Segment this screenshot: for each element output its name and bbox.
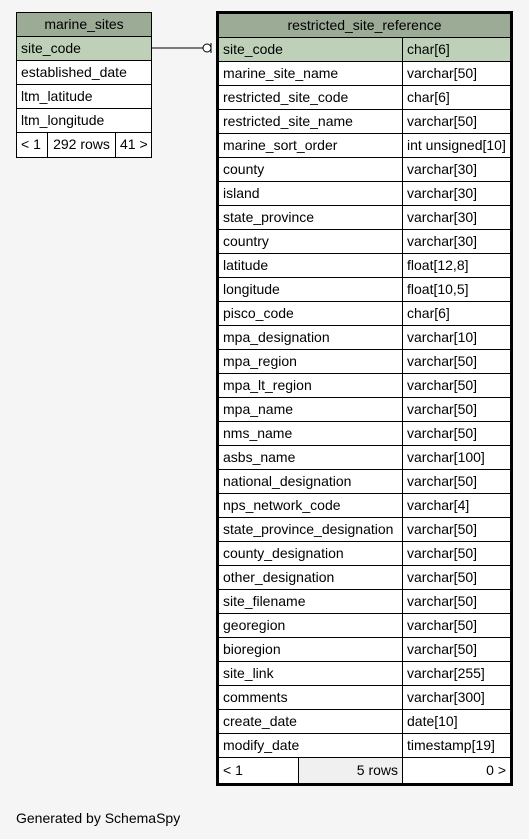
column-row[interactable] xyxy=(219,422,510,446)
column-type: varchar[50] xyxy=(402,542,510,565)
column-type: float[10,5] xyxy=(402,278,510,301)
column-row[interactable] xyxy=(219,374,510,398)
column-row[interactable] xyxy=(219,446,510,470)
column-row[interactable] xyxy=(219,710,510,734)
row-count: 5 rows xyxy=(298,758,402,783)
children-count[interactable]: 41 > xyxy=(115,133,151,157)
column-row[interactable] xyxy=(219,230,510,254)
column-type: varchar[50] xyxy=(402,62,510,85)
column-name: national_designation xyxy=(223,473,352,489)
table-footer xyxy=(219,758,510,783)
column-name: ltm_latitude xyxy=(21,88,93,104)
column-type: varchar[30] xyxy=(402,182,510,205)
generated-by-text: Generated by SchemaSpy xyxy=(16,810,181,826)
column-type: char[6] xyxy=(402,302,510,325)
column-name: georegion xyxy=(223,617,286,633)
column-name: create_date xyxy=(223,713,297,729)
column-type: varchar[255] xyxy=(402,662,510,685)
column-name: marine_sort_order xyxy=(223,137,338,153)
children-count[interactable]: 0 > xyxy=(402,758,510,783)
column-type: varchar[10] xyxy=(402,326,510,349)
column-row[interactable] xyxy=(17,37,151,61)
parents-count[interactable]: < 1 xyxy=(21,136,41,152)
column-row[interactable] xyxy=(219,518,510,542)
table-title[interactable]: restricted_site_reference xyxy=(219,14,510,38)
column-name: pisco_code xyxy=(223,305,294,321)
column-name: country xyxy=(223,233,269,249)
column-name: state_province xyxy=(223,209,315,225)
column-row[interactable] xyxy=(219,590,510,614)
column-type: varchar[100] xyxy=(402,446,510,469)
column-type: varchar[50] xyxy=(402,638,510,661)
column-type: float[12,8] xyxy=(402,254,510,277)
column-name: mpa_name xyxy=(223,401,294,417)
column-row[interactable] xyxy=(219,38,510,62)
column-type: varchar[30] xyxy=(402,158,510,181)
column-name: restricted_site_code xyxy=(223,89,349,105)
column-type: char[6] xyxy=(402,38,510,61)
column-name: asbs_name xyxy=(223,449,296,465)
column-name: restricted_site_name xyxy=(223,113,353,129)
column-type: varchar[50] xyxy=(402,614,510,637)
column-name: comments xyxy=(223,689,288,705)
column-name: latitude xyxy=(223,257,269,273)
column-name: site_code xyxy=(223,41,283,57)
column-row[interactable] xyxy=(219,566,510,590)
column-name: island xyxy=(223,185,260,201)
table-restricted-site-reference[interactable] xyxy=(216,11,513,786)
column-type: varchar[50] xyxy=(402,470,510,493)
column-type: varchar[30] xyxy=(402,206,510,229)
column-row[interactable] xyxy=(17,85,151,109)
column-type: int unsigned[10] xyxy=(402,134,510,157)
column-type: char[6] xyxy=(402,86,510,109)
column-name: mpa_region xyxy=(223,353,297,369)
table-marine-sites[interactable] xyxy=(16,12,152,158)
column-row[interactable] xyxy=(219,326,510,350)
column-row[interactable] xyxy=(219,494,510,518)
column-name: nms_name xyxy=(223,425,293,441)
column-row[interactable] xyxy=(219,158,510,182)
column-name: marine_site_name xyxy=(223,65,339,81)
table-footer xyxy=(17,133,151,157)
column-type: varchar[4] xyxy=(402,494,510,517)
column-row[interactable] xyxy=(17,61,151,85)
column-type: varchar[50] xyxy=(402,518,510,541)
column-row[interactable] xyxy=(219,734,510,758)
column-name: site_code xyxy=(21,40,81,56)
column-type: varchar[50] xyxy=(402,422,510,445)
column-row[interactable] xyxy=(219,134,510,158)
table-title[interactable]: marine_sites xyxy=(17,13,151,37)
column-type: date[10] xyxy=(402,710,510,733)
column-name: county xyxy=(223,161,265,177)
column-name: ltm_longitude xyxy=(21,112,105,128)
column-name: nps_network_code xyxy=(223,497,341,513)
column-row[interactable] xyxy=(219,542,510,566)
column-name: established_date xyxy=(21,64,127,80)
column-row[interactable] xyxy=(219,254,510,278)
column-type: timestamp[19] xyxy=(402,734,510,757)
column-name: county_designation xyxy=(223,545,344,561)
column-type: varchar[50] xyxy=(402,398,510,421)
column-row[interactable] xyxy=(219,350,510,374)
column-row[interactable] xyxy=(219,614,510,638)
column-type: varchar[50] xyxy=(402,590,510,613)
column-row[interactable] xyxy=(219,278,510,302)
column-type: varchar[300] xyxy=(402,686,510,709)
column-row[interactable] xyxy=(219,662,510,686)
column-row[interactable] xyxy=(219,638,510,662)
column-row[interactable] xyxy=(219,302,510,326)
column-name: modify_date xyxy=(223,737,300,753)
column-row[interactable] xyxy=(219,206,510,230)
column-name: state_province_designation xyxy=(223,521,394,537)
column-row[interactable] xyxy=(219,470,510,494)
column-name: site_filename xyxy=(223,593,306,609)
column-name: longitude xyxy=(223,281,280,297)
column-row[interactable] xyxy=(219,686,510,710)
column-name: mpa_designation xyxy=(223,329,330,345)
column-type: varchar[50] xyxy=(402,566,510,589)
column-row[interactable] xyxy=(17,109,151,133)
row-count: 292 rows xyxy=(47,133,115,157)
column-type: varchar[30] xyxy=(402,230,510,253)
column-name: mpa_lt_region xyxy=(223,377,312,393)
column-type: varchar[50] xyxy=(402,374,510,397)
column-row[interactable] xyxy=(219,398,510,422)
column-type: varchar[50] xyxy=(402,350,510,373)
column-name: other_designation xyxy=(223,569,335,585)
column-row[interactable] xyxy=(219,86,510,110)
parents-count[interactable]: < 1 xyxy=(223,762,243,778)
column-name: bioregion xyxy=(223,641,281,657)
column-row[interactable] xyxy=(219,182,510,206)
column-type: varchar[50] xyxy=(402,110,510,133)
column-row[interactable] xyxy=(219,110,510,134)
column-row[interactable] xyxy=(219,62,510,86)
column-name: site_link xyxy=(223,665,274,681)
